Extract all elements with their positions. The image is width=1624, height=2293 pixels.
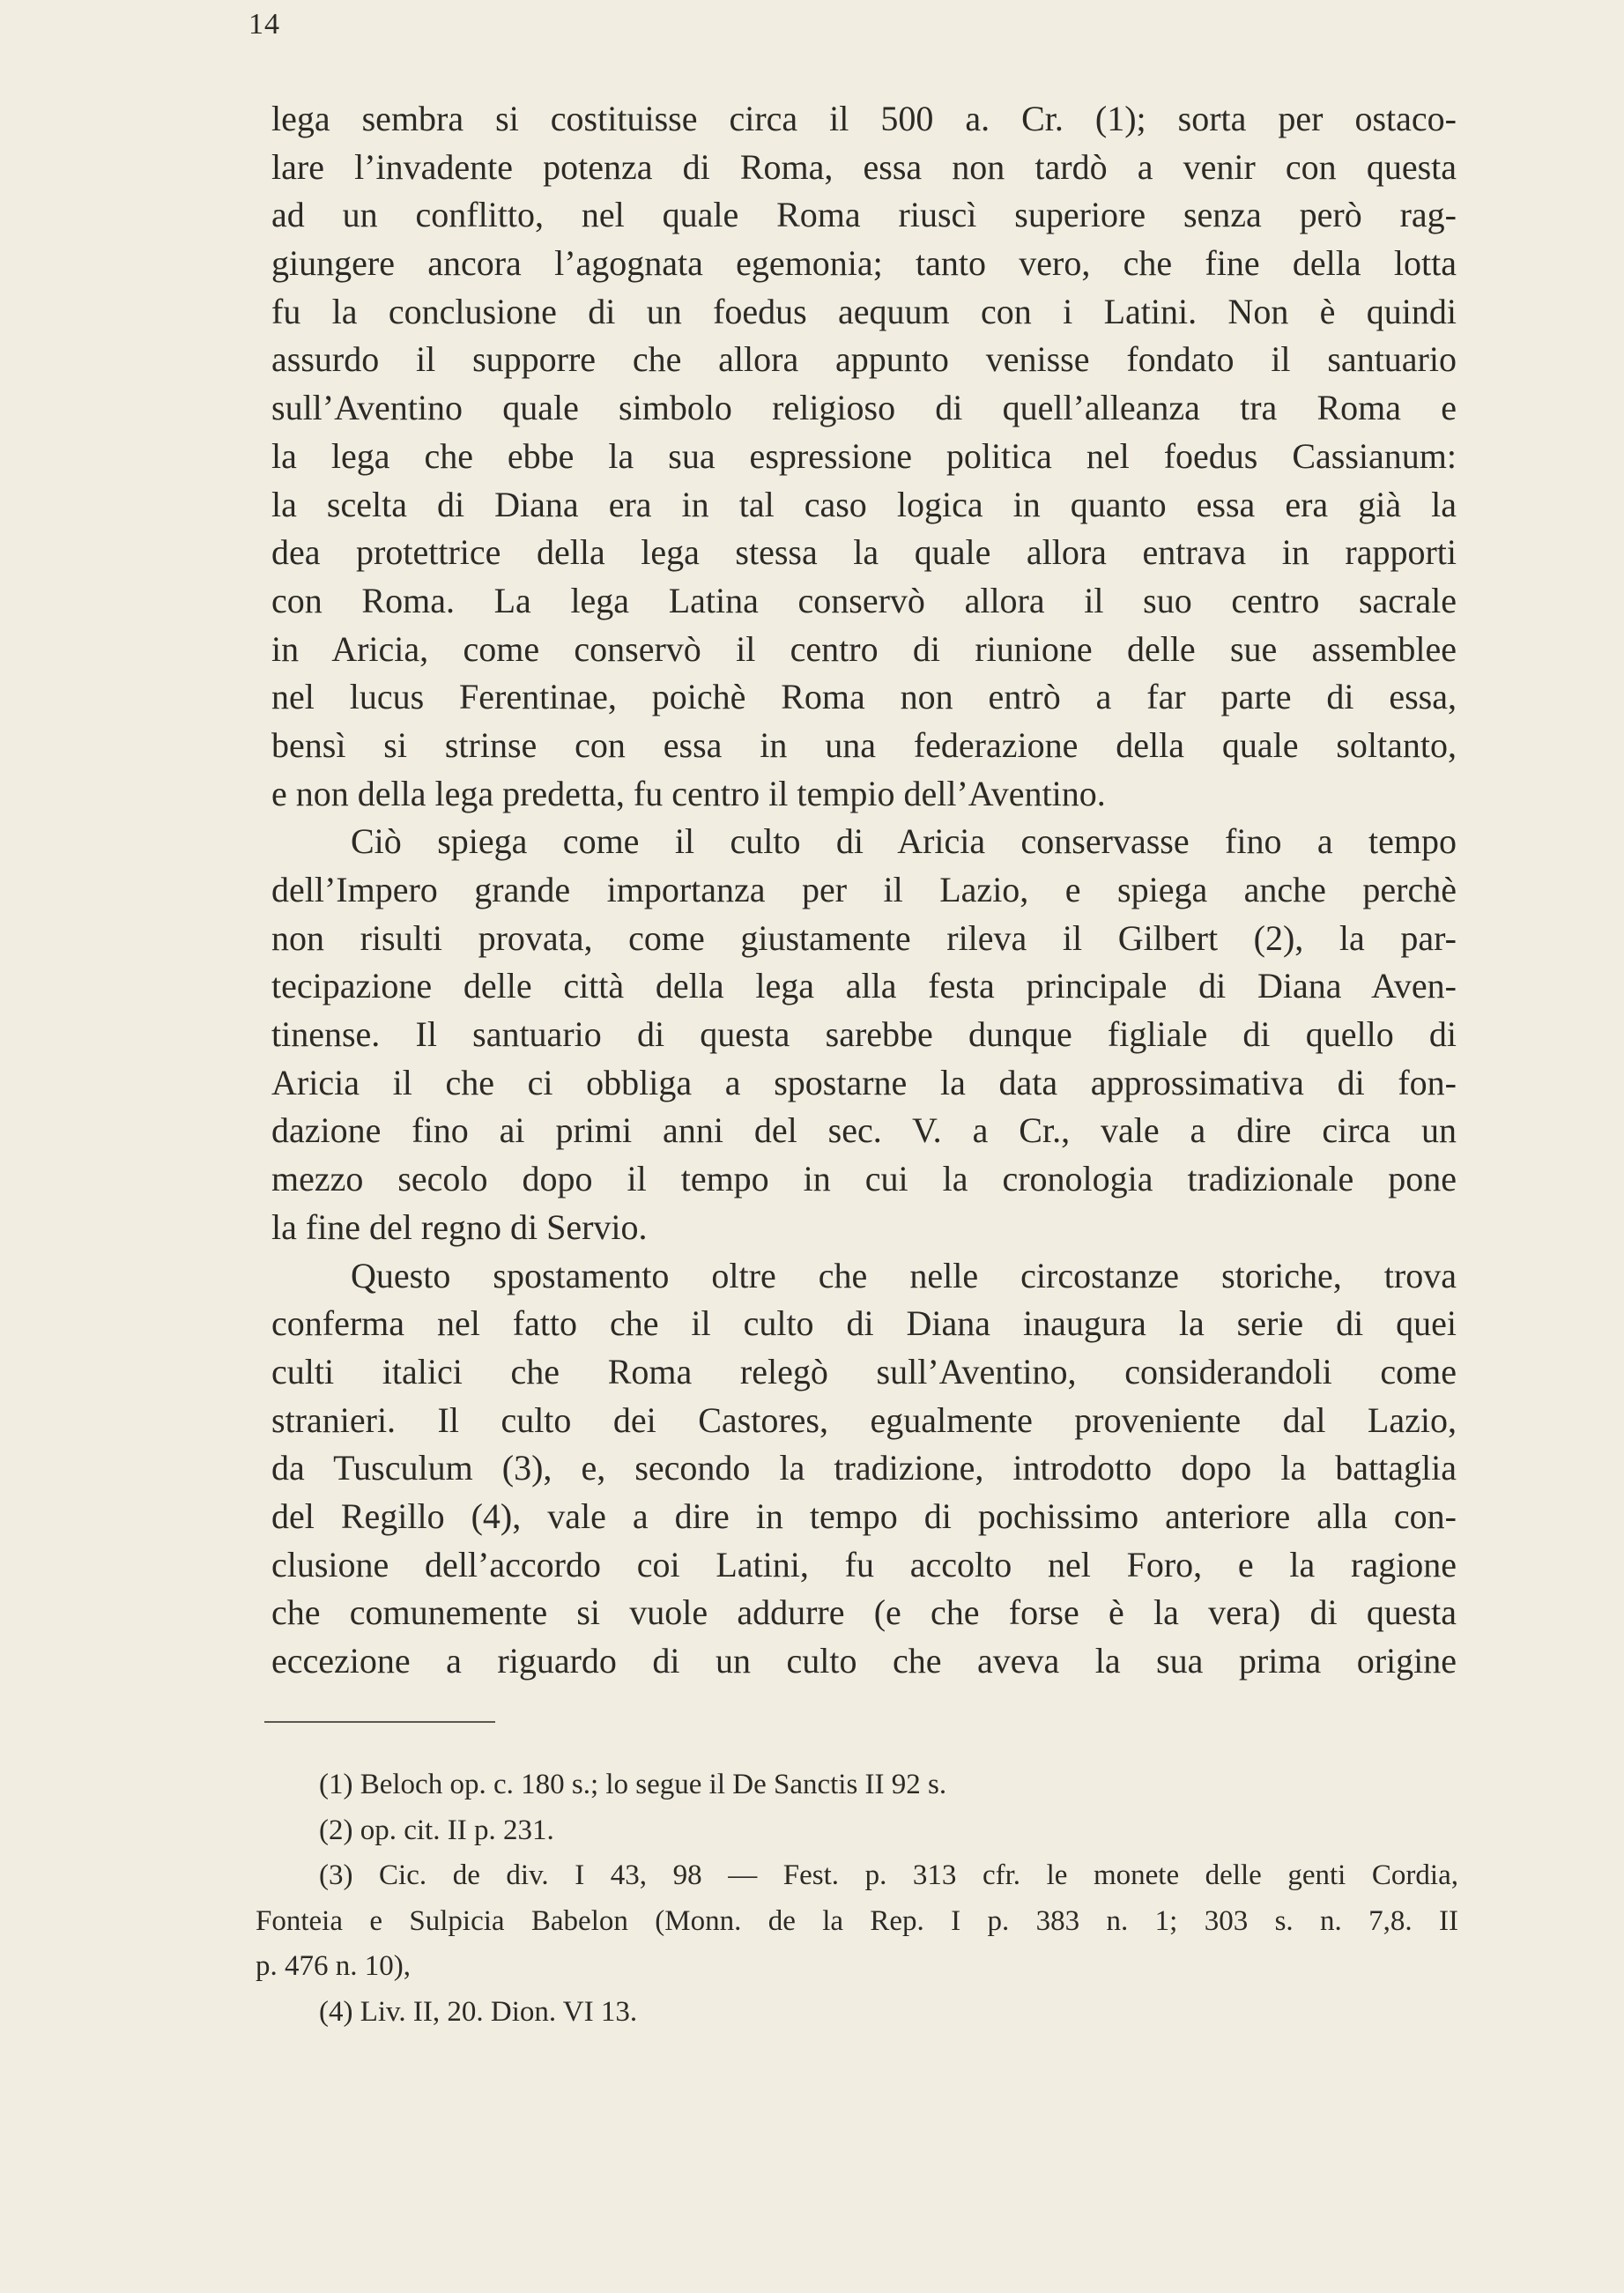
text-line: in Aricia, come conservò il centro di riunione delle sue assemblee	[271, 628, 1457, 669]
text-line: eccezione a riguardo di un culto che aveva la sua prima origine	[271, 1641, 1457, 1681]
footnote-2: (2) op. cit. II p. 231.	[319, 1814, 554, 1846]
text-line: lega sembra si costituisse circa il 500 a. Cr. (1); sorta per ostaco-	[271, 99, 1457, 138]
text-line: mezzo secolo dopo il tempo in cui la cronologia tradizionale pone	[271, 1159, 1457, 1199]
text-line: culti italici che Roma relegò sull’Aventino, considerandoli come	[271, 1351, 1457, 1391]
footnote-3-continued: Fonteia e Sulpicia Babelon (Monn. de la Rep. I p. 383 n. 1; 303 s. n. 7,8. II	[256, 1904, 1458, 1937]
text-line: e non della lega predetta, fu centro il tempio dell’Aventino.	[271, 773, 1106, 813]
footnote-3-continued: p. 476 n. 10),	[256, 1950, 411, 1982]
text-line: del Regillo (4), vale a dire in tempo di pochissimo anteriore alla con-	[271, 1495, 1457, 1536]
text-line: stranieri. Il culto dei Castores, egualmente proveniente dal Lazio,	[271, 1399, 1457, 1440]
text-line: nel lucus Ferentinae, poichè Roma non entrò a far parte di essa,	[271, 677, 1457, 717]
text-line: ad un conflitto, nel quale Roma riuscì superiore senza però rag-	[271, 195, 1457, 235]
footnote-3: (3) Cic. de div. I 43, 98 — Fest. p. 313 cfr. le monete delle genti Cordia,	[319, 1859, 1458, 1891]
footnotes	[256, 1762, 1458, 2035]
text-line: tinense. Il santuario di questa sarebbe dunque figliale di quello di	[271, 1014, 1457, 1055]
paragraph-start-line: Ciò spiega come il culto di Aricia conservasse fino a tempo	[351, 821, 1457, 862]
text-line: giungere ancora l’agognata egemonia; tanto vero, che fine della lotta	[271, 243, 1457, 284]
text-line: clusione dell’accordo coi Latini, fu accolto nel Foro, e la ragione	[271, 1544, 1457, 1584]
main-text	[271, 95, 1457, 1686]
text-line: sull’Aventino quale simbolo religioso di quell’alleanza tra Roma e	[271, 388, 1457, 428]
text-line: Aricia il che ci obbliga a spostarne la data approssimativa di fon-	[271, 1062, 1457, 1102]
text-line: con Roma. La lega Latina conservò allora il suo centro sacrale	[271, 580, 1457, 620]
text-line: tecipazione delle città della lega alla festa principale di Diana Aven-	[271, 966, 1457, 1006]
text-line: dea protettrice della lega stessa la quale allora entrava in rapporti	[271, 532, 1457, 573]
text-line: fu la conclusione di un foedus aequum con i Latini. Non è quindi	[271, 291, 1457, 331]
text-line: non risulti provata, come giustamente rileva il Gilbert (2), la par-	[271, 917, 1457, 958]
page-number: 14	[248, 8, 280, 41]
text-line: che comunemente si vuole addurre (e che forse è la vera) di questa	[271, 1592, 1457, 1633]
text-line: dazione fino ai primi anni del sec. V. a Cr., vale a dire circa un	[271, 1110, 1457, 1151]
text-line: dell’Impero grande importanza per il Lazio, e spiega anche perchè	[271, 870, 1457, 909]
text-line: la lega che ebbe la sua espressione politica nel foedus Cassianum:	[271, 435, 1457, 476]
footnote-1: (1) Beloch op. c. 180 s.; lo segue il De Sanctis II 92 s.	[319, 1769, 947, 1800]
text-line: la fine del regno di Servio.	[271, 1206, 648, 1247]
paragraph-start-line: Questo spostamento oltre che nelle circostanze storiche, trova	[351, 1255, 1457, 1295]
text-line: la scelta di Diana era in tal caso logica in quanto essa era già la	[271, 484, 1457, 524]
footnote-4: (4) Liv. II, 20. Dion. VI 13.	[319, 1995, 638, 2028]
text-line: conferma nel fatto che il culto di Diana inaugura la serie di quei	[271, 1303, 1457, 1344]
text-line: assurdo il supporre che allora appunto venisse fondato il santuario	[271, 339, 1457, 380]
text-line: da Tusculum (3), e, secondo la tradizione, introdotto dopo la battaglia	[271, 1448, 1457, 1488]
footnote-separator	[264, 1721, 495, 1723]
text-line: lare l’invadente potenza di Roma, essa non tardò a venir con questa	[271, 146, 1457, 187]
text-line: bensì si strinse con essa in una federazione della quale soltanto,	[271, 724, 1457, 765]
